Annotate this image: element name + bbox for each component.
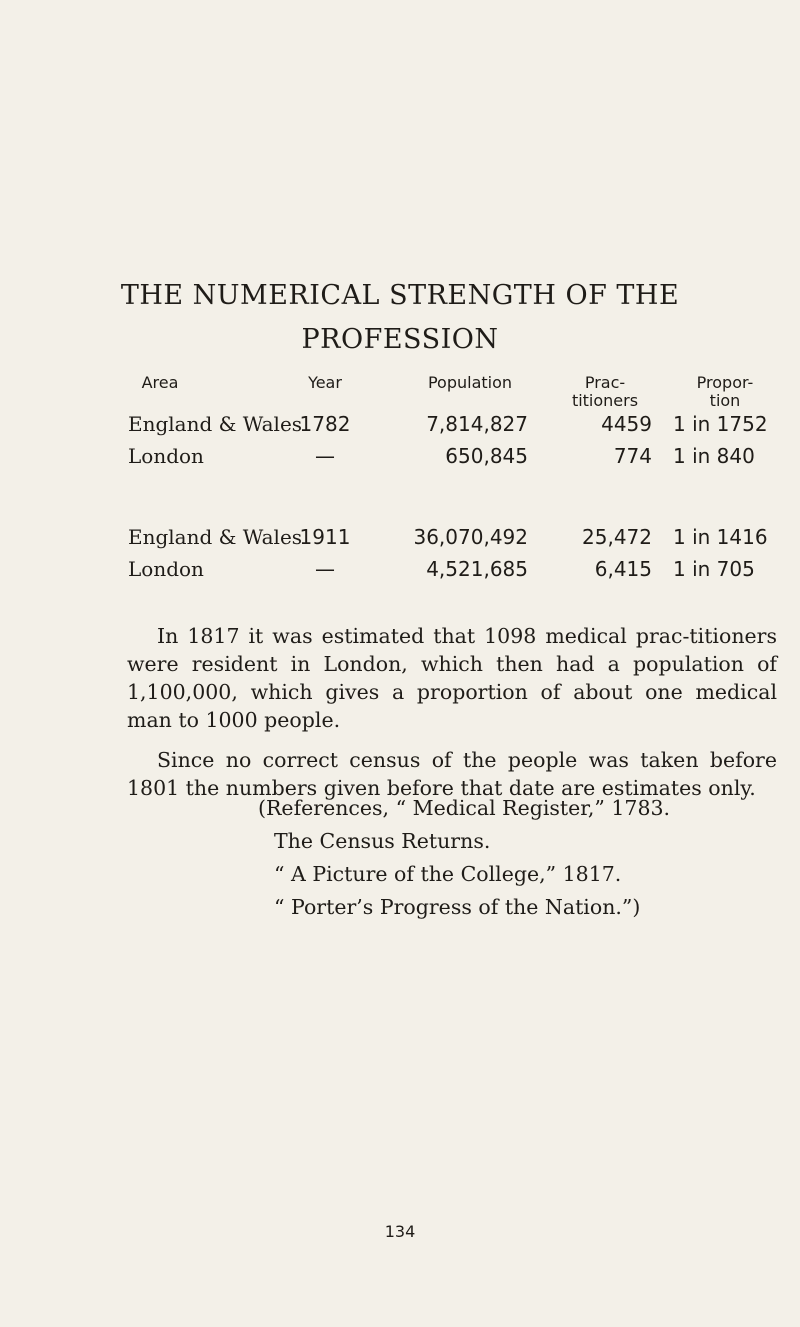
cell-proportion: 1 in 840 xyxy=(673,444,755,468)
header-practitioners-line-1: Prac- xyxy=(584,373,626,392)
reference-line: The Census Returns. xyxy=(274,829,491,853)
header-population: Population xyxy=(427,373,513,392)
cell-year: — xyxy=(315,444,335,468)
cell-proportion: 1 in 1752 xyxy=(673,412,768,436)
header-area: Area xyxy=(141,373,179,392)
cell-population: 7,814,827 xyxy=(426,412,528,436)
page-title-line-2: PROFESSION xyxy=(301,324,499,355)
reference-line: (References, “ Medical Register,” 1783. xyxy=(258,796,671,820)
cell-area: London xyxy=(128,444,204,468)
cell-population: 4,521,685 xyxy=(426,557,528,581)
cell-area: England & Wales xyxy=(128,525,303,549)
cell-practitioners: 774 xyxy=(613,444,652,468)
header-practitioners xyxy=(560,374,650,410)
cell-practitioners: 25,472 xyxy=(582,525,652,549)
page-number: 134 xyxy=(384,1222,416,1241)
cell-year: 1911 xyxy=(299,525,351,549)
cell-population: 36,070,492 xyxy=(413,525,528,549)
cell-practitioners: 6,415 xyxy=(594,557,652,581)
cell-area: London xyxy=(128,557,204,581)
body-text xyxy=(127,622,777,802)
paragraph-2: Since no correct census of the people was taken before 1801 the numbers given before that date are estimates only. xyxy=(127,748,777,800)
cell-year: 1782 xyxy=(299,412,351,436)
header-proportion-line-2: tion xyxy=(709,391,741,410)
cell-area: England & Wales xyxy=(128,412,303,436)
cell-proportion: 1 in 705 xyxy=(673,557,755,581)
cell-proportion: 1 in 1416 xyxy=(673,525,768,549)
header-practitioners-line-2: titioners xyxy=(571,391,639,410)
cell-year: — xyxy=(315,557,335,581)
reference-line: “ Porter’s Progress of the Nation.”) xyxy=(274,895,641,919)
cell-practitioners: 4459 xyxy=(601,412,652,436)
header-year: Year xyxy=(308,373,342,392)
page-title-line-1: THE NUMERICAL STRENGTH OF THE xyxy=(120,280,680,311)
cell-population: 650,845 xyxy=(445,444,528,468)
header-proportion-line-1: Propor- xyxy=(696,373,754,392)
reference-line: “ A Picture of the College,” 1817. xyxy=(274,862,622,886)
header-proportion xyxy=(690,374,760,410)
paragraph-1: In 1817 it was estimated that 1098 medical prac-titioners were resident in London, which then had a population of 1,100,000, which gives a proportion of about one medical man to 1000 people. xyxy=(127,624,777,732)
references xyxy=(258,792,670,924)
